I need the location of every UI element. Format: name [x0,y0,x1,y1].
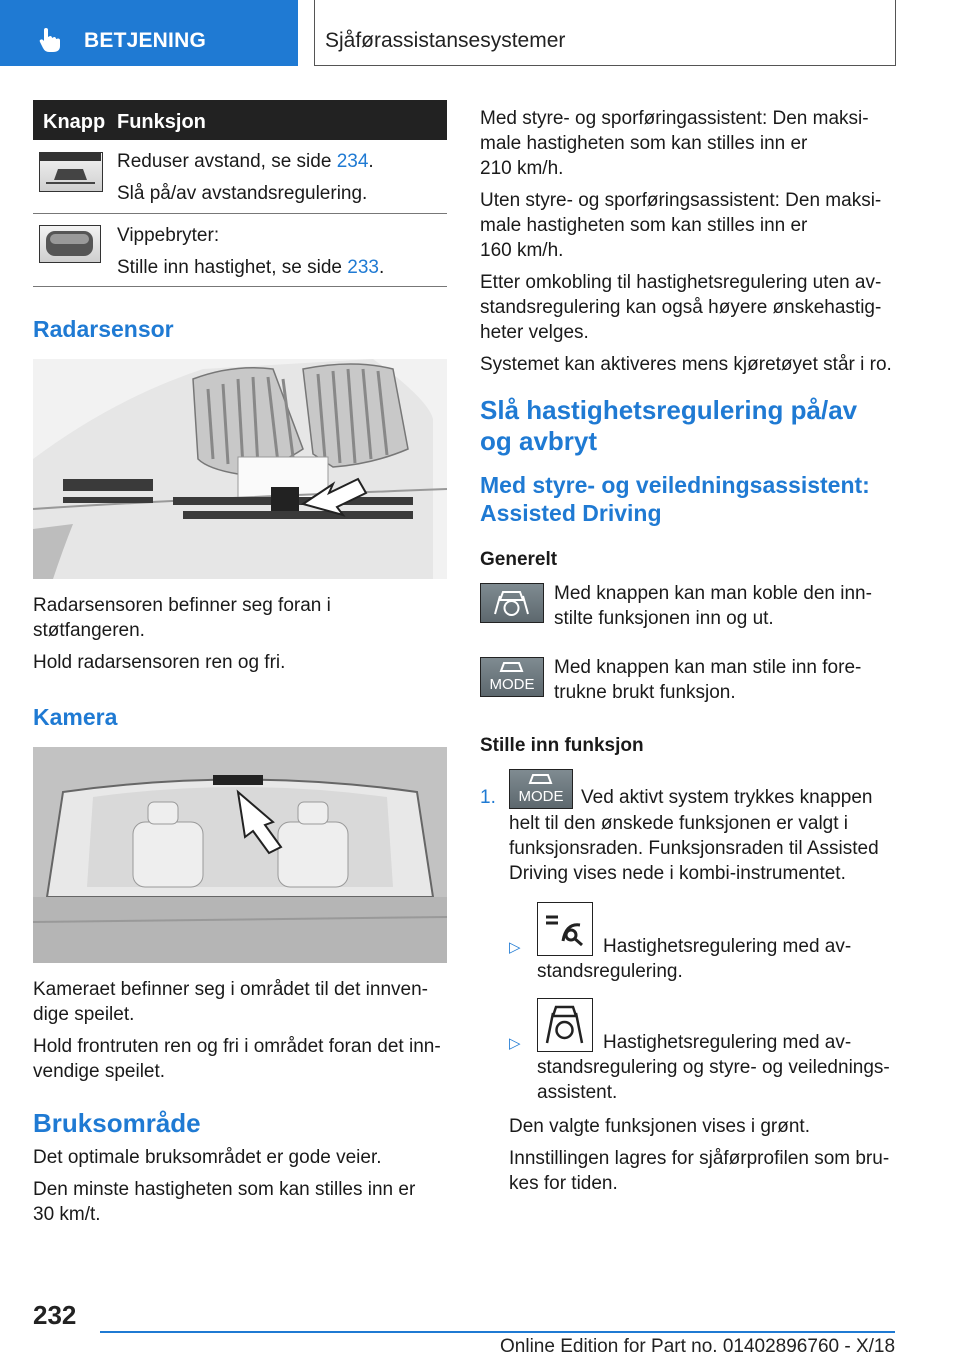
toggle-distance-text: Slå på/av avstandsregulering. [117,183,368,204]
table-col-function: Funksjon [117,111,206,133]
switch-text-a: Etter omkobling til hastighetsregulering uten av- [480,272,882,293]
green-display-text: Den valgte funksjonen vises i grønt. [509,1116,810,1137]
step-1-text-a: Ved aktivt system trykkes knappen [581,787,873,808]
usage-heading: Bruksområde [33,1108,201,1138]
general-heading: Generelt [480,549,558,570]
step-1 [480,769,895,1196]
camera-heading: Kamera [33,704,118,730]
max-speed-without-a: Uten styre- og sporføringsassistent: Den maksi- [480,190,882,211]
toggle-heading-b: og avbryt [480,426,598,456]
assist-button-row [480,581,895,651]
hand-pointer-icon [38,27,64,53]
rocker-switch-icon [39,225,101,263]
bullet-icon: ▷ [509,939,521,956]
usage-text-1: Det optimale bruksområdet er gode veier. [33,1147,382,1168]
max-speed-with-c: 210 km/h. [480,158,564,179]
chapter-tab [314,0,896,66]
max-speed-without-c: 160 km/h. [480,240,564,261]
usage-text-2a: Den minste hastigheten som kan stilles inn er [33,1179,416,1200]
page-ref-234[interactable]: 234 [336,151,369,172]
edition-text: Online Edition for Part no. 01402896760 - X/18 [500,1336,896,1357]
step-number: 1. [480,787,496,808]
table-row [33,140,447,214]
max-speed-with-b: male hastigheten som kan stilles inn er [480,133,808,154]
camera-image [33,747,447,963]
bullet-2-text-c: assistent. [537,1082,618,1103]
mode-button-icon [480,657,544,697]
acc-distance-icon [537,902,593,956]
chapter-title: Sjåførassistansesystemer [325,29,566,52]
mode-button-text-b: trukne brukt funksjon. [554,682,736,703]
mode-button-text-a: Med knappen kan man stile inn fore- [554,657,862,678]
assist-button-text-b: stilte funksjonen inn og ut. [554,608,774,629]
profile-text-b: kes for tiden. [509,1173,618,1194]
section-tab [0,0,298,66]
radar-clean-text: Hold radarsensoren ren og fri. [33,652,286,673]
punct: . [368,151,374,172]
mode-label: MODE [518,788,564,805]
left-column [33,100,447,1234]
steering-assist-icon [537,998,593,1052]
table-header [33,100,447,140]
steering-assist-button-icon [480,583,544,623]
page-number: 232 [33,1300,77,1330]
list-item [509,902,895,986]
bullet-1-text-a: Hastighetsregulering med av- [603,936,852,957]
radar-sensor-image [33,359,447,579]
assist-button-text-a: Med knappen kan man koble den inn- [554,583,872,604]
step-1-text-d: Driving vises nede i kombi-instrumentet. [509,863,846,884]
distance-button-icon [39,152,103,192]
mode-button-icon [509,769,573,809]
standstill-text: Systemet kan aktiveres mens kjøretøyet står i ro. [480,354,892,375]
set-function-heading: Stille inn funksjon [480,735,644,756]
bullet-2-text-b: standsregulering og styre- og veilednings- [537,1057,890,1078]
mode-button-row [480,655,895,725]
camera-location-b: dige speilet. [33,1004,135,1025]
step-1-text-c: funksjonsraden. Funksjonsraden til Assisted [509,838,879,859]
camera-clean-b: vendige speilet. [33,1061,166,1082]
table-row [33,214,447,287]
assisted-heading-a: Med styre- og veiledningsassistent: [480,472,870,498]
reduce-distance-text: Reduser avstand, se side [117,151,337,172]
list-item [509,998,895,1110]
radar-heading: Radarsensor [33,316,174,342]
section-title: BETJENING [84,29,206,52]
max-speed-without-b: male hastigheten som kan stilles inn er [480,215,808,236]
usage-text-2b: 30 km/t. [33,1204,101,1225]
right-column [480,106,895,1203]
step-1-text-b: helt til den ønskede funksjonen er valgt i [509,813,849,834]
page-ref-233[interactable]: 233 [347,257,379,278]
punct: . [378,257,385,278]
footer-divider [100,1331,895,1333]
rocker-label: Vippebryter: [117,225,220,246]
bullet-2-text-a: Hastighetsregulering med av- [603,1032,852,1053]
switch-text-c: heter velges. [480,322,589,343]
max-speed-with-a: Med styre- og sporføringassistent: Den maksi- [480,108,869,129]
radar-location-text: Radarsensoren befinner seg foran i støtfangeren. [33,595,331,641]
set-speed-text: Stille inn hastighet, se side [117,257,348,278]
table-col-button: Knapp [43,111,106,133]
profile-text-a: Innstillingen lagres for sjåførprofilen som bru- [509,1148,890,1169]
bullet-1-text-b: standsregulering. [537,961,683,982]
assisted-heading-b: Assisted Driving [480,500,662,526]
camera-location-a: Kameraet befinner seg i området til det innven- [33,979,428,1000]
camera-clean-a: Hold frontruten ren og fri i området foran det inn- [33,1036,441,1057]
toggle-heading-a: Slå hastighetsregulering på/av [480,395,858,425]
bullet-icon: ▷ [509,1035,521,1052]
switch-text-b: standsregulering kan også høyere ønskehastig- [480,297,882,318]
mode-label: MODE [489,676,535,693]
